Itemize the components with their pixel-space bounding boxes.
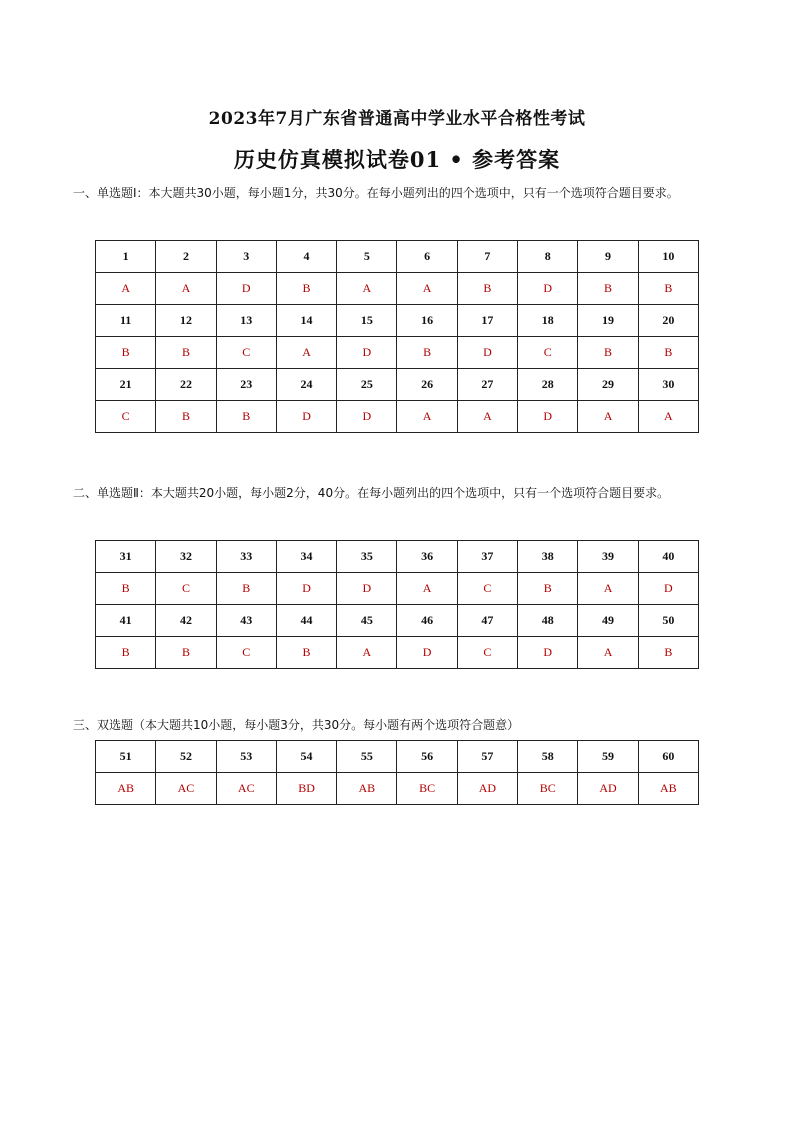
answer-cell: A <box>337 637 397 669</box>
question-number-row <box>96 541 699 573</box>
answer-row <box>96 773 699 805</box>
answer-cell: C <box>457 637 517 669</box>
question-number: 9 <box>578 241 638 273</box>
question-number: 7 <box>457 241 517 273</box>
question-number: 19 <box>578 305 638 337</box>
question-number: 15 <box>337 305 397 337</box>
answer-cell: A <box>397 273 457 305</box>
answer-cell: A <box>96 273 156 305</box>
answer-cell: AC <box>156 773 216 805</box>
question-number: 31 <box>96 541 156 573</box>
answer-cell: C <box>518 337 578 369</box>
question-number: 43 <box>216 605 276 637</box>
question-number: 25 <box>337 369 397 401</box>
question-number: 45 <box>337 605 397 637</box>
question-number: 42 <box>156 605 216 637</box>
answer-cell: B <box>578 273 638 305</box>
answer-cell: B <box>638 337 698 369</box>
question-number: 24 <box>276 369 336 401</box>
question-number: 11 <box>96 305 156 337</box>
answer-cell: A <box>337 273 397 305</box>
answer-cell: D <box>518 637 578 669</box>
question-number: 4 <box>276 241 336 273</box>
answer-cell: AD <box>457 773 517 805</box>
question-number: 2 <box>156 241 216 273</box>
question-number: 22 <box>156 369 216 401</box>
question-number: 5 <box>337 241 397 273</box>
answer-cell: A <box>638 401 698 433</box>
question-number: 54 <box>276 741 336 773</box>
answer-cell: B <box>638 273 698 305</box>
answer-cell: B <box>397 337 457 369</box>
question-number: 32 <box>156 541 216 573</box>
question-number: 44 <box>276 605 336 637</box>
question-number-row <box>96 305 699 337</box>
question-number-row <box>96 741 699 773</box>
answer-cell: BC <box>518 773 578 805</box>
question-number: 53 <box>216 741 276 773</box>
question-number: 60 <box>638 741 698 773</box>
question-number: 1 <box>96 241 156 273</box>
answer-cell: D <box>518 401 578 433</box>
question-number: 35 <box>337 541 397 573</box>
answer-cell: B <box>216 401 276 433</box>
question-number: 40 <box>638 541 698 573</box>
question-number: 36 <box>397 541 457 573</box>
answer-cell: D <box>276 401 336 433</box>
answer-cell: D <box>397 637 457 669</box>
answer-cell: D <box>638 573 698 605</box>
question-number: 28 <box>518 369 578 401</box>
question-number: 49 <box>578 605 638 637</box>
question-number: 51 <box>96 741 156 773</box>
question-number: 48 <box>518 605 578 637</box>
question-number: 55 <box>337 741 397 773</box>
question-number: 41 <box>96 605 156 637</box>
answer-row <box>96 337 699 369</box>
question-number: 57 <box>457 741 517 773</box>
question-number: 46 <box>397 605 457 637</box>
answer-cell: A <box>276 337 336 369</box>
answer-cell: AC <box>216 773 276 805</box>
answer-cell: D <box>337 401 397 433</box>
question-number: 14 <box>276 305 336 337</box>
answer-row <box>96 637 699 669</box>
question-number: 3 <box>216 241 276 273</box>
section-2-heading: 二、单选题Ⅱ：本大题共20小题，每小题2分，40分。在每小题列出的四个选项中，只有一个选项符合题目要求。 <box>73 486 670 500</box>
answer-cell: D <box>518 273 578 305</box>
answer-cell: C <box>216 637 276 669</box>
question-number: 20 <box>638 305 698 337</box>
answer-cell: A <box>578 573 638 605</box>
answer-row <box>96 573 699 605</box>
question-number: 6 <box>397 241 457 273</box>
document-subtitle: 历史仿真模拟试卷01 • 参考答案 <box>233 147 561 172</box>
question-number: 23 <box>216 369 276 401</box>
question-number: 47 <box>457 605 517 637</box>
question-number: 34 <box>276 541 336 573</box>
answer-cell: B <box>156 337 216 369</box>
answer-cell: BD <box>276 773 336 805</box>
answer-cell: B <box>156 637 216 669</box>
answer-cell: D <box>216 273 276 305</box>
question-number: 58 <box>518 741 578 773</box>
question-number: 8 <box>518 241 578 273</box>
answer-cell: B <box>156 401 216 433</box>
answer-cell: A <box>397 401 457 433</box>
question-number: 18 <box>518 305 578 337</box>
answer-cell: AB <box>337 773 397 805</box>
question-number: 33 <box>216 541 276 573</box>
question-number: 27 <box>457 369 517 401</box>
answer-cell: A <box>397 573 457 605</box>
answer-cell: C <box>156 573 216 605</box>
answer-row <box>96 273 699 305</box>
answer-cell: D <box>276 573 336 605</box>
answer-table-3 <box>95 740 699 805</box>
answer-cell: B <box>96 337 156 369</box>
answer-cell: C <box>457 573 517 605</box>
answer-cell: AB <box>638 773 698 805</box>
answer-cell: B <box>518 573 578 605</box>
question-number: 52 <box>156 741 216 773</box>
answer-cell: B <box>276 637 336 669</box>
answer-cell: C <box>216 337 276 369</box>
answer-cell: B <box>96 573 156 605</box>
question-number: 29 <box>578 369 638 401</box>
section-1-heading: 一、单选题Ⅰ：本大题共30小题，每小题1分，共30分。在每小题列出的四个选项中，只有一个选项符合题目要求。 <box>73 186 679 200</box>
question-number: 16 <box>397 305 457 337</box>
answer-cell: BC <box>397 773 457 805</box>
answer-cell: AB <box>96 773 156 805</box>
question-number: 56 <box>397 741 457 773</box>
answer-cell: B <box>276 273 336 305</box>
answer-cell: A <box>457 401 517 433</box>
answer-cell: B <box>457 273 517 305</box>
question-number: 10 <box>638 241 698 273</box>
answer-cell: B <box>216 573 276 605</box>
question-number: 13 <box>216 305 276 337</box>
answer-cell: AD <box>578 773 638 805</box>
answer-cell: B <box>638 637 698 669</box>
question-number: 50 <box>638 605 698 637</box>
question-number: 39 <box>578 541 638 573</box>
question-number: 38 <box>518 541 578 573</box>
question-number: 37 <box>457 541 517 573</box>
answer-cell: A <box>578 637 638 669</box>
answer-row <box>96 401 699 433</box>
question-number-row <box>96 605 699 637</box>
answer-cell: D <box>337 337 397 369</box>
answer-cell: D <box>457 337 517 369</box>
question-number-row <box>96 241 699 273</box>
answer-cell: B <box>578 337 638 369</box>
question-number: 21 <box>96 369 156 401</box>
answer-cell: B <box>96 637 156 669</box>
answer-table-2 <box>95 540 699 669</box>
answer-cell: A <box>578 401 638 433</box>
question-number: 30 <box>638 369 698 401</box>
question-number: 12 <box>156 305 216 337</box>
answer-cell: A <box>156 273 216 305</box>
question-number-row <box>96 369 699 401</box>
question-number: 26 <box>397 369 457 401</box>
question-number: 59 <box>578 741 638 773</box>
answer-cell: C <box>96 401 156 433</box>
answer-cell: D <box>337 573 397 605</box>
section-3-heading: 三、双选题（本大题共10小题，每小题3分，共30分。每小题有两个选项符合题意） <box>73 718 520 732</box>
answer-table-1 <box>95 240 699 433</box>
document-title: 2023年7月广东省普通高中学业水平合格性考试 <box>208 109 586 129</box>
question-number: 17 <box>457 305 517 337</box>
